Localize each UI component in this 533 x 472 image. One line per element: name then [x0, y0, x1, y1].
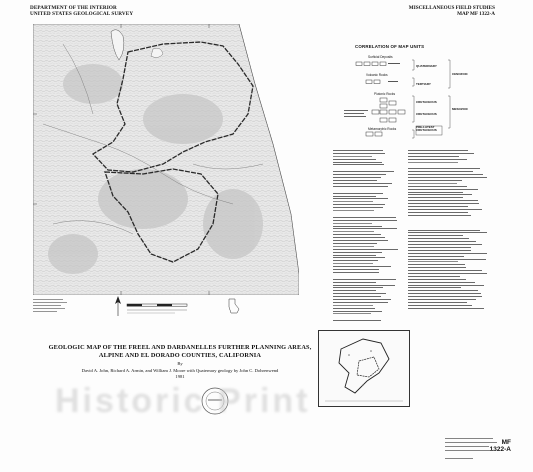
- publication-year: 1981: [175, 374, 185, 380]
- unit-descriptions-left: [333, 150, 398, 323]
- era-pre-latest-cretaceous: PRE-LATEST CRETACEOUS: [416, 125, 437, 133]
- series-name: MISCELLANEOUS FIELD STUDIES: [408, 5, 495, 11]
- era-cretaceous-2: CRETACEOUS: [416, 112, 437, 116]
- index-map: [318, 330, 410, 407]
- series-header: [409, 5, 495, 17]
- scale-bar: [125, 298, 195, 316]
- department-name: DEPARTMENT OF THE INTERIOR: [30, 5, 117, 11]
- legend-group-plutonic: Plutonic Rocks: [374, 92, 396, 96]
- legend-group-volcanic: Volcanic Rocks: [366, 73, 388, 77]
- era-cenozoic: CENOZOIC: [452, 72, 468, 76]
- north-arrow-icon: [114, 296, 122, 316]
- era-quaternary: QUATERNARY: [416, 64, 437, 68]
- unit-descriptions-right: [408, 150, 488, 311]
- era-cretaceous-1: CRETACEOUS: [416, 100, 437, 104]
- legend-title: CORRELATION OF MAP UNITS: [355, 44, 425, 49]
- map-title-line1: GEOLOGIC MAP OF THE FREEL AND DARDANELLES FURTHER PLANNING AREAS,: [48, 344, 312, 351]
- survey-name: UNITED STATES GEOLOGICAL SURVEY: [30, 11, 134, 17]
- agency-header: [30, 5, 133, 17]
- map-title-line2: ALPINE AND EL DORADO COUNTIES, CALIFORNIA: [98, 352, 262, 359]
- legend-group-metamorphic: Metamorphic Rocks: [368, 127, 397, 131]
- map-title-block: [40, 344, 320, 380]
- watermark: Historic Print: [55, 382, 311, 420]
- sheet-number: 1322-A: [489, 445, 511, 453]
- era-mesozoic: MESOZOIC: [452, 107, 469, 111]
- sheet-series: MF: [501, 439, 511, 446]
- left-margin-notes: [33, 298, 73, 318]
- by-label: By: [177, 361, 183, 366]
- location-map-icon: [226, 298, 240, 314]
- legend-group-surficial: Surficial Deposits: [368, 55, 393, 59]
- era-tertiary: TERTIARY: [416, 82, 431, 86]
- map-number: MAP MF 1322-A: [457, 11, 495, 17]
- authors: David A. John, Richard A. Armin, and William J. Moore with Quaternary geology by John C. Dohrenwend: [81, 367, 279, 373]
- geologic-map: [33, 24, 299, 295]
- footer-notes: [445, 436, 505, 466]
